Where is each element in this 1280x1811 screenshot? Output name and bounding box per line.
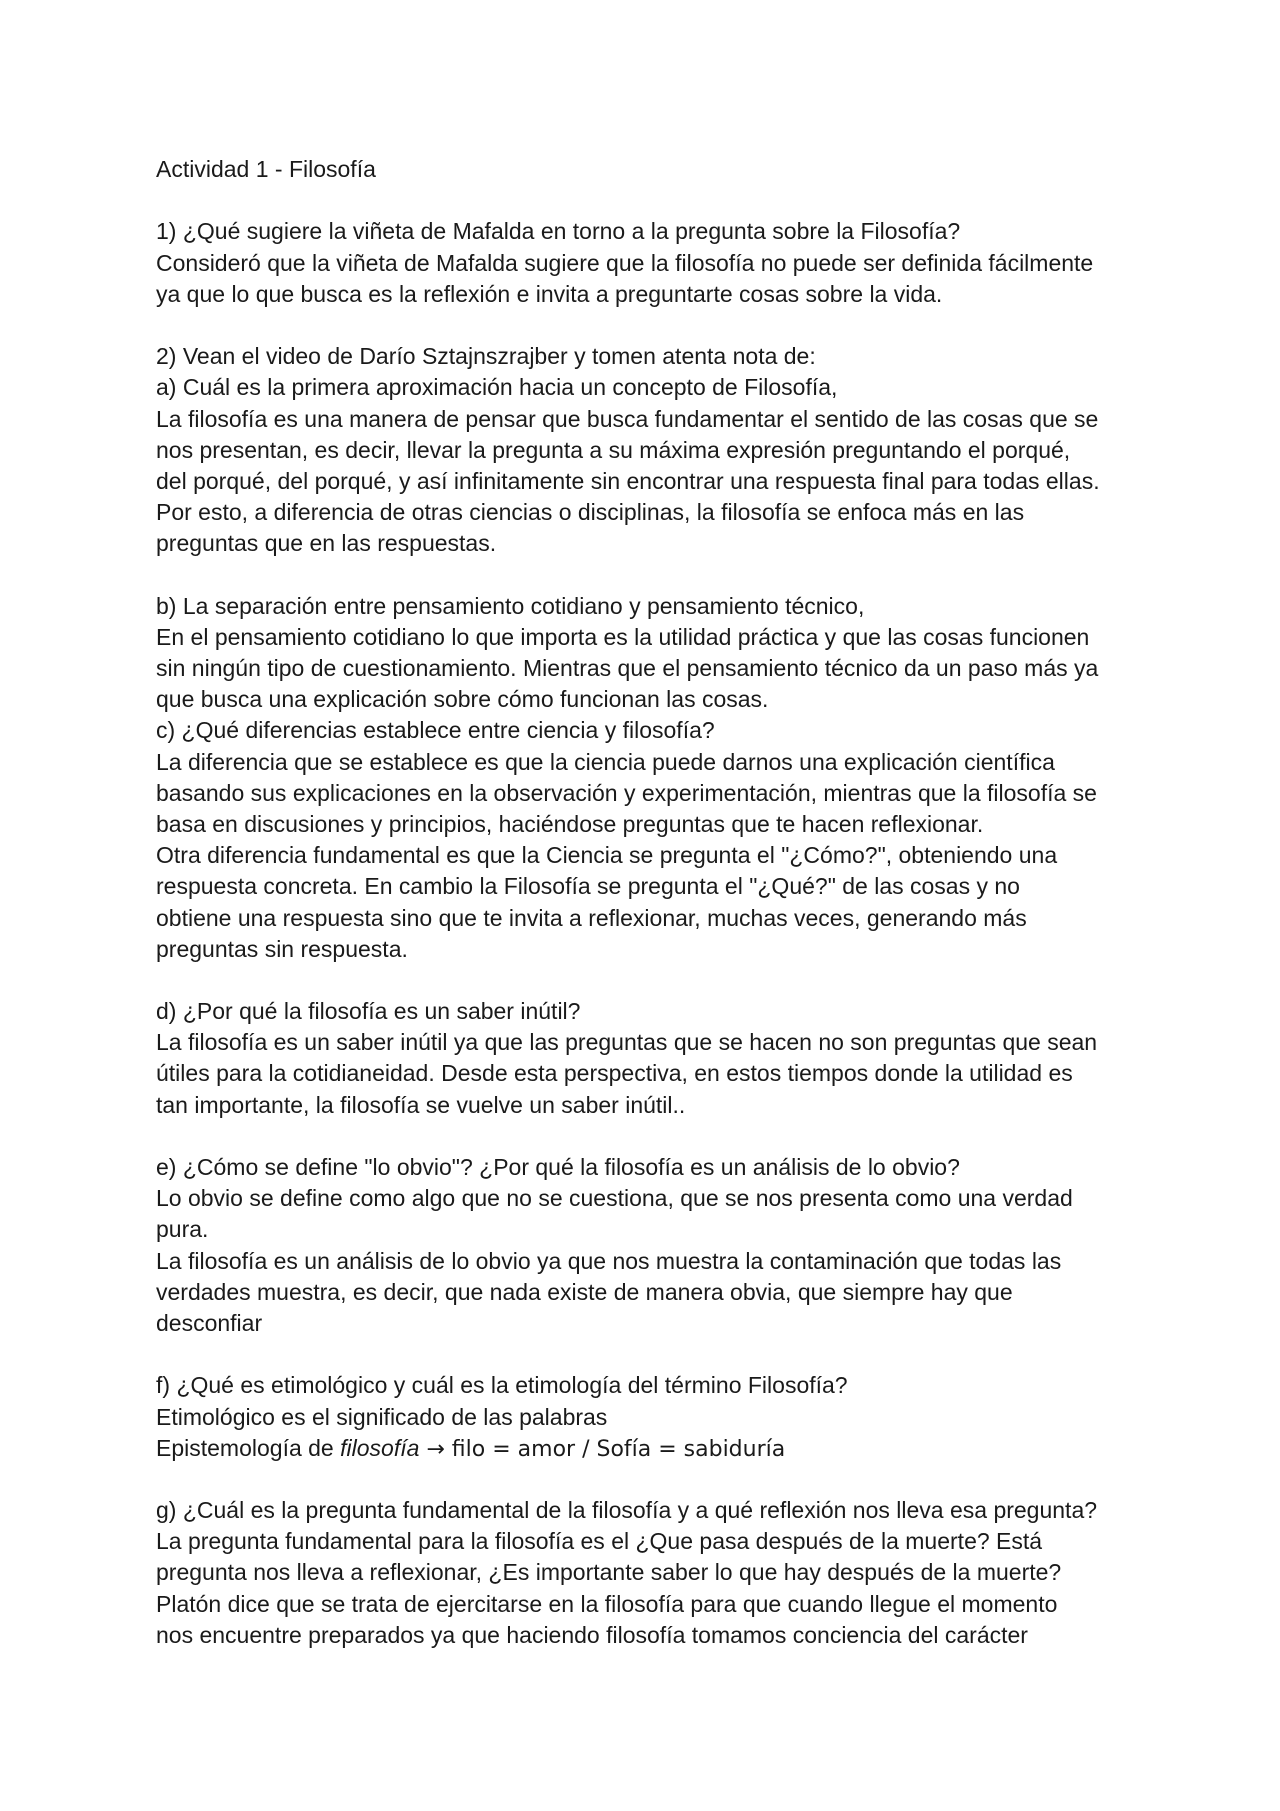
spacer — [156, 310, 1166, 341]
spacer — [156, 1121, 1166, 1152]
document-title: Actividad 1 - Filosofía — [156, 156, 376, 182]
question-2d: d) ¿Por qué la filosofía es un saber inútil? — [156, 998, 581, 1025]
spacer — [156, 965, 1166, 996]
answer-2d-line: La filosofía es un saber inútil ya que las preguntas que se hacen no son preguntas que sean — [156, 1029, 1098, 1056]
answer-2d-line: tan importante, la filosofía se vuelve un saber inútil.. — [156, 1091, 686, 1118]
answer-2g-line: Platón dice que se trata de ejercitarse en la filosofía para que cuando llegue el momento — [156, 1590, 1058, 1617]
spacer — [156, 559, 1166, 590]
answer-2a-line: nos presentan, es decir, llevar la pregunta a su máxima expresión preguntando el porqué, — [156, 436, 1071, 463]
answer-2a-line: preguntas que en las respuestas. — [156, 530, 497, 557]
spacer — [156, 1339, 1166, 1370]
answer-2e-line: desconfiar — [156, 1309, 263, 1336]
etymology-prefix: Epistemología de — [156, 1434, 341, 1461]
etymology-definition: → filo = amor / Sofía = sabiduría — [419, 1436, 786, 1462]
answer-2c-line: Otra diferencia fundamental es que la Ciencia se pregunta el "¿Cómo?", obteniendo una — [156, 842, 1058, 869]
answer-2a-line: del porqué, del porqué, y así infinitamente sin encontrar una respuesta final para todas ellas. — [156, 467, 1100, 494]
question-2a: a) Cuál es la primera aproximación hacia un concepto de Filosofía, — [156, 374, 838, 401]
question-2e: e) ¿Cómo se define "lo obvio"? ¿Por qué la filosofía es un análisis de lo obvio? — [156, 1154, 960, 1180]
answer-2f-etymology — [156, 1433, 1166, 1464]
etymology-term: filosofía — [340, 1434, 420, 1461]
answer-2c-line: respuesta concreta. En cambio la Filosofía se pregunta el "¿Qué?" de las cosas y no — [156, 873, 1020, 900]
question-1: 1) ¿Qué sugiere la viñeta de Mafalda en torno a la pregunta sobre la Filosofía? — [156, 218, 961, 245]
answer-2c-line: preguntas sin respuesta. — [156, 935, 408, 962]
question-2c: c) ¿Qué diferencias establece entre ciencia y filosofía? — [156, 717, 715, 744]
answer-2b-line: En el pensamiento cotidiano lo que importa es la utilidad práctica y que las cosas funcionen — [156, 623, 1090, 650]
answer-2a-line: La filosofía es una manera de pensar que busca fundamentar el sentido de las cosas que se — [156, 405, 1099, 432]
answer-2b-line: que busca una explicación sobre cómo funcionan las cosas. — [156, 686, 769, 713]
question-2g: g) ¿Cuál es la pregunta fundamental de la filosofía y a qué reflexión nos lleva esa pregunta? — [156, 1497, 1098, 1524]
answer-2g-line: La pregunta fundamental para la filosofía es el ¿Que pasa después de la muerte? Está — [156, 1528, 1043, 1555]
document-page — [156, 154, 1166, 1651]
answer-2b-line: sin ningún tipo de cuestionamiento. Mientras que el pensamiento técnico da un paso más ya — [156, 655, 1099, 681]
answer-2d-line: útiles para la cotidianeidad. Desde esta perspectiva, en estos tiempos donde la utilidad es — [156, 1060, 1073, 1087]
question-2-intro: 2) Vean el video de Darío Sztajnszrajber y tomen atenta nota de: — [156, 343, 816, 370]
spacer — [156, 185, 1166, 216]
answer-2f-line: Etimológico es el significado de las palabras — [156, 1403, 608, 1430]
answer-2c-line: basando sus explicaciones en la observación y experimentación, mientras que la filosofía se — [156, 779, 1097, 806]
answer-2e-line: pura. — [156, 1216, 209, 1243]
answer-1-line: ya que lo que busca es la reflexión e invita a preguntarte cosas sobre la vida. — [156, 280, 943, 307]
answer-1-line: Consideró que la viñeta de Mafalda sugiere que la filosofía no puede ser definida fácilmente — [156, 249, 1094, 276]
answer-2g-line: pregunta nos lleva a reflexionar, ¿Es importante saber lo que hay después de la muerte? — [156, 1559, 1062, 1586]
question-2b: b) La separación entre pensamiento cotidiano y pensamiento técnico, — [156, 592, 865, 619]
answer-2e-line: verdades muestra, es decir, que nada existe de manera obvia, que siempre hay que — [156, 1278, 1013, 1305]
spacer — [156, 1464, 1166, 1495]
answer-2a-line: Por esto, a diferencia de otras ciencias o disciplinas, la filosofía se enfoca más en las — [156, 499, 1025, 526]
answer-2c-line: La diferencia que se establece es que la ciencia puede darnos una explicación científica — [156, 748, 1055, 775]
answer-2e-line: Lo obvio se define como algo que no se cuestiona, que se nos presenta como una verdad — [156, 1185, 1073, 1212]
answer-2g-line: nos encuentre preparados ya que haciendo filosofía tomamos conciencia del carácter — [156, 1621, 1028, 1648]
answer-2c-line: basa en discusiones y principios, haciéndose preguntas que te hacen reflexionar. — [156, 810, 984, 837]
answer-2c-line: obtiene una respuesta sino que te invita a reflexionar, muchas veces, generando más — [156, 904, 1027, 931]
answer-2e-line: La filosofía es un análisis de lo obvio ya que nos muestra la contaminación que todas las — [156, 1247, 1062, 1274]
question-2f: f) ¿Qué es etimológico y cuál es la etimología del término Filosofía? — [156, 1372, 848, 1399]
